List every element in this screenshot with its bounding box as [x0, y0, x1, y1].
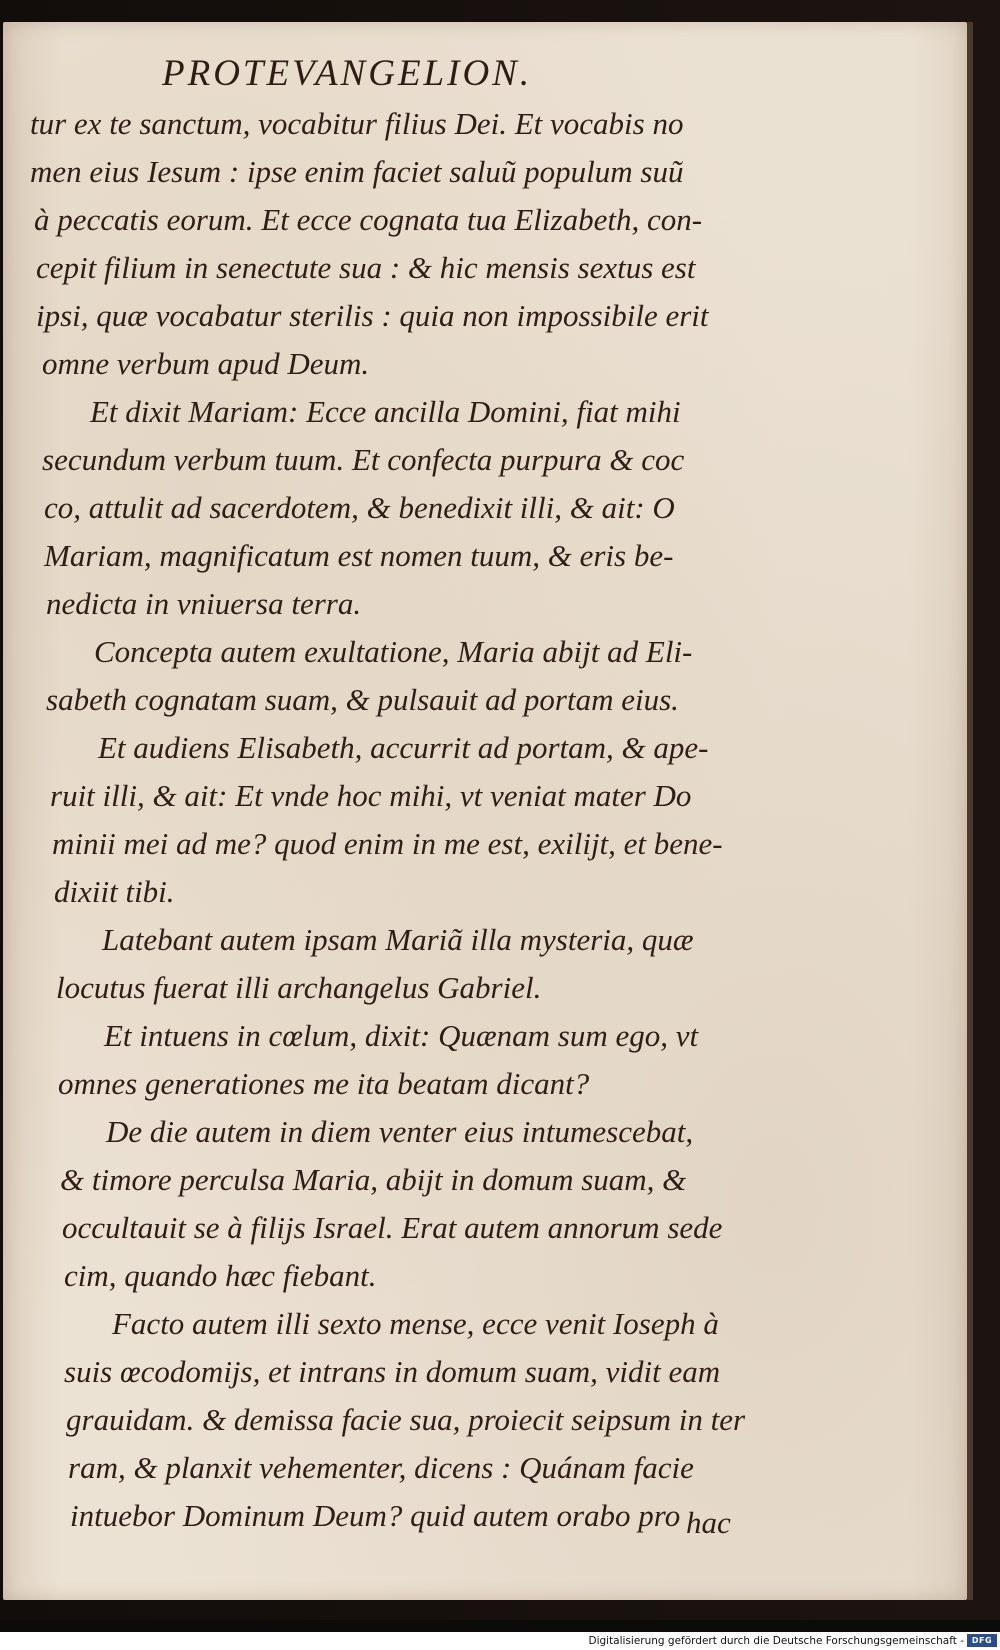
text-line: ruit illi, & ait: Et vnde hoc mihi, vt veniat mater Do: [50, 778, 692, 813]
text-line: minii mei ad me? quod enim in me est, exilijt, et bene-: [52, 826, 723, 861]
text-line: Latebant autem ipsam Mariã illa mysteria, quæ: [102, 922, 694, 957]
text-line: Concepta autem exultatione, Maria abijt ad Eli-: [94, 634, 693, 669]
text-line: ipsi, quæ vocabatur sterilis : quia non impossibile erit: [36, 298, 709, 333]
text-line: nedicta in vniuersa terra.: [46, 586, 362, 621]
text-line: Et audiens Elisabeth, accurrit ad portam, & ape-: [98, 730, 709, 765]
text-line: sabeth cognatam suam, & pulsauit ad portam eius.: [46, 682, 679, 717]
text-line: cim, quando hæc fiebant.: [64, 1258, 377, 1293]
catchword: hac: [686, 1505, 731, 1540]
text-line: co, attulit ad sacerdotem, & benedixit illi, & ait: O: [44, 490, 675, 525]
text-line: secundum verbum tuum. Et confecta purpura & coc: [42, 442, 685, 477]
text-line: Facto autem illi sexto mense, ecce venit Ioseph à: [112, 1306, 719, 1341]
text-line: grauidam. & demissa facie sua, proiecit seipsum in ter: [66, 1402, 746, 1437]
page-edge: [967, 22, 973, 1600]
text-line: omne verbum apud Deum.: [42, 346, 370, 381]
text-line: cepit filium in senectute sua : & hic mensis sextus est: [36, 250, 696, 285]
running-head: PROTEVANGELION.: [162, 53, 533, 94]
dfg-logo: DFG: [967, 1634, 997, 1647]
text-line: à peccatis eorum. Et ecce cognata tua Elizabeth, con-: [34, 202, 703, 237]
text-line: Et intuens in cœlum, dixit: Quænam sum ego, vt: [104, 1018, 699, 1053]
text-line: omnes generationes me ita beatam dicant?: [58, 1066, 590, 1101]
text-line: suis œcodomijs, et intrans in domum suam, vidit eam: [64, 1354, 721, 1389]
text-line: Mariam, magnificatum est nomen tuum, & eris be-: [44, 538, 674, 573]
text-line: ram, & planxit vehementer, dicens : Quánam facie: [68, 1450, 694, 1485]
text-line: & timore perculsa Maria, abijt in domum suam, &: [60, 1162, 687, 1197]
text-line: tur ex te sanctum, vocabitur filius Dei. Et vocabis no: [30, 106, 684, 141]
text-line: locutus fuerat illi archangelus Gabriel.: [56, 970, 542, 1005]
text-line: dixiit tibi.: [54, 874, 175, 909]
text-line: Et dixit Mariam: Ecce ancilla Domini, fiat mihi: [90, 394, 681, 429]
text-line: men eius Iesum : ipse enim faciet saluũ populum suũ: [30, 154, 684, 189]
funding-note: Digitalisierung gefördert durch die Deutsche Forschungsgemeinschaft -: [588, 1635, 964, 1647]
text-line: occultauit se à filijs Israel. Erat autem annorum sede: [62, 1210, 723, 1245]
text-line: De die autem in diem venter eius intumescebat,: [106, 1114, 694, 1149]
text-line: intuebor Dominum Deum? quid autem orabo pro: [70, 1498, 681, 1533]
